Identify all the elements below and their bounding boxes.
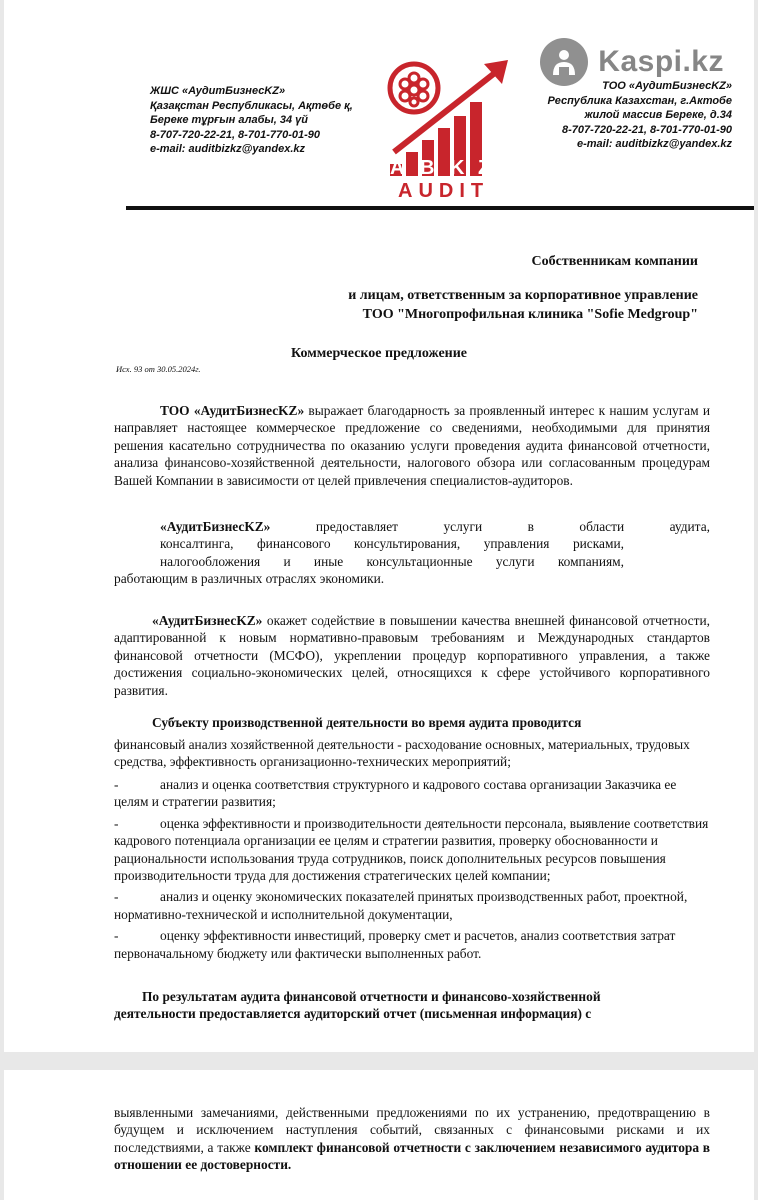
letterhead-ru-line: Республика Казахстан, г.Актобе bbox=[547, 94, 732, 107]
company-name: «АудитБизнесKZ» bbox=[152, 613, 263, 628]
logo-letter: A bbox=[390, 157, 405, 179]
letterhead-kz-line: Қазақстан Республикасы, Ақтөбе қ, bbox=[150, 99, 353, 112]
document-page-1 bbox=[4, 0, 754, 1052]
letterhead-ru-line: жилой массив Береке, д.34 bbox=[584, 109, 732, 122]
services-line: консалтинга, финансового консультирования, управления рисками, bbox=[160, 536, 624, 552]
letterhead-ru bbox=[548, 79, 732, 152]
paragraph-services bbox=[114, 518, 710, 588]
page2-paragraph bbox=[114, 1104, 710, 1174]
letterhead-kz-line: Береке тұрғын алабы, 34 үй bbox=[150, 114, 309, 127]
logo-word: AUDIT bbox=[398, 180, 490, 202]
page2-text: выявленными замечаниями, действенными предложениями по их устранению, предотвращению в будущем и исключением наступления событий, связанных с финансовыми рисками и их последствиями, а также bbox=[114, 1105, 710, 1155]
document-title: Коммерческое предложение bbox=[291, 346, 467, 361]
company-name: ТОО «АудитБизнесKZ» bbox=[160, 403, 305, 418]
list-dash: - bbox=[114, 777, 119, 792]
letterhead-ru-line: e-mail: auditbizkz@yandex.kz bbox=[577, 138, 732, 151]
subject-heading: Субъекту производственной деятельности во время аудита проводится bbox=[152, 715, 582, 730]
paragraph-text: окажет содействие в повышении качества внешней финансовой отчетности, адаптированной к новым нормативно-правовым требованиям и Международных стандартов финансовой отчетности (МСФО), укреплении процедур корпоративного управления, а также достижения социально-экономических целей, относящихся к сфере устойчивого корпоративного развития. bbox=[114, 613, 710, 698]
page2-bold-text: заключением независимого аудитора в отношении ее достоверности. bbox=[114, 1139, 710, 1173]
list-dash: - bbox=[114, 815, 119, 831]
list-item-text: оценку эффективности инвестиций, проверку смет и расчетов, анализ соответствия затрат первоначальному бюджету или фактически выполненных работ. bbox=[114, 928, 676, 961]
list-item bbox=[114, 927, 710, 962]
result-paragraph: По результатам аудита финансовой отчетности и финансово-хозяйственной деятельности предоставляется аудиторский отчет (письменная информация) с bbox=[114, 989, 601, 1022]
letterhead-kz-line: ЖШС «АудитБизнесKZ» bbox=[150, 85, 286, 97]
letterhead-ru-line: 8-707-720-22-21, 8-701-770-01-90 bbox=[561, 123, 732, 136]
watermark-text: Kaspi.kz bbox=[598, 45, 724, 78]
abkz-audit-logo bbox=[384, 52, 514, 207]
letterhead-kz bbox=[150, 84, 353, 157]
list-item-text: анализ и оценка соответствия структурного и кадрового состава организации Заказчика ее целям и стратегии развития; bbox=[114, 777, 677, 810]
outgoing-number: Исх. 93 от 30.05.2024г. bbox=[116, 364, 201, 374]
letterhead-ru-line: ТОО «АудитБизнесKZ» bbox=[602, 80, 732, 92]
services-line bbox=[114, 518, 710, 535]
letterhead-kz-line: e-mail: auditbizkz@yandex.kz bbox=[150, 143, 305, 156]
letterhead-divider bbox=[126, 206, 754, 210]
logo-letter: B bbox=[420, 157, 435, 179]
services-line: налогообложения и иные консультационные услуги компаниям, bbox=[160, 553, 624, 569]
logo-letter: Z bbox=[478, 157, 491, 179]
list-item-text: анализ и оценку экономических показателей принятых производственных работ, проектной, нормативно-технической и исполнительной документации, bbox=[114, 889, 688, 922]
paragraph-intro bbox=[114, 402, 710, 489]
paragraph-text: выражает благодарность за проявленный интерес к нашим услугам и направляет настоящее коммерческое предложение со сведениями, необходимыми для принятия решения касательно сотрудничества по оказанию услуги проведения аудита финансовой отчетности, анализа финансово-хозяйственной деятельности, налогового обзора или согласованным процедурам Вашей Компании в зависимости от целей привлечения специалистов-аудиторов. bbox=[114, 403, 710, 488]
addressee-line: ТОО "Многопрофильная клиника "Sofie Medgroup" bbox=[362, 307, 698, 322]
addressee-line: и лицам, ответственным за корпоративное управление bbox=[348, 288, 698, 303]
list-item-text: оценка эффективности и производительности деятельности персонала, выявление соответствия кадрового потенциала организации ее целям и стратегии развития, проверку обоснованности и рациональности использования труда сотрудников, поиск дополнительных ресурсов повышения производительности труда для достижения стратегических целей компании; bbox=[114, 815, 709, 884]
paragraph-assistance bbox=[114, 612, 710, 699]
services-line: работающим в различных отраслях экономики. bbox=[114, 571, 385, 587]
page2-bold-text: комплект финансовой отчетности с bbox=[254, 1139, 471, 1155]
logo-letter: K bbox=[450, 157, 465, 179]
list-intro: финансовый анализ хозяйственной деятельности - расходование основных, материальных, трудовых средства, эффективность организационно-технических мероприятий; bbox=[114, 737, 690, 770]
list-dash: - bbox=[114, 928, 119, 944]
list-item bbox=[114, 888, 710, 923]
company-name: «АудитБизнесKZ» bbox=[160, 519, 271, 534]
document-page-2 bbox=[4, 1070, 754, 1200]
audit-items-list bbox=[114, 776, 710, 962]
addressee-block bbox=[348, 252, 698, 324]
addressee-line: Собственникам компании bbox=[531, 254, 698, 269]
list-item bbox=[114, 815, 710, 885]
list-item bbox=[114, 776, 710, 811]
letterhead-kz-line: 8-707-720-22-21, 8-701-770-01-90 bbox=[150, 128, 321, 141]
list-dash: - bbox=[114, 889, 119, 905]
services-text: предоставляет услуги в области аудита, bbox=[270, 519, 710, 534]
